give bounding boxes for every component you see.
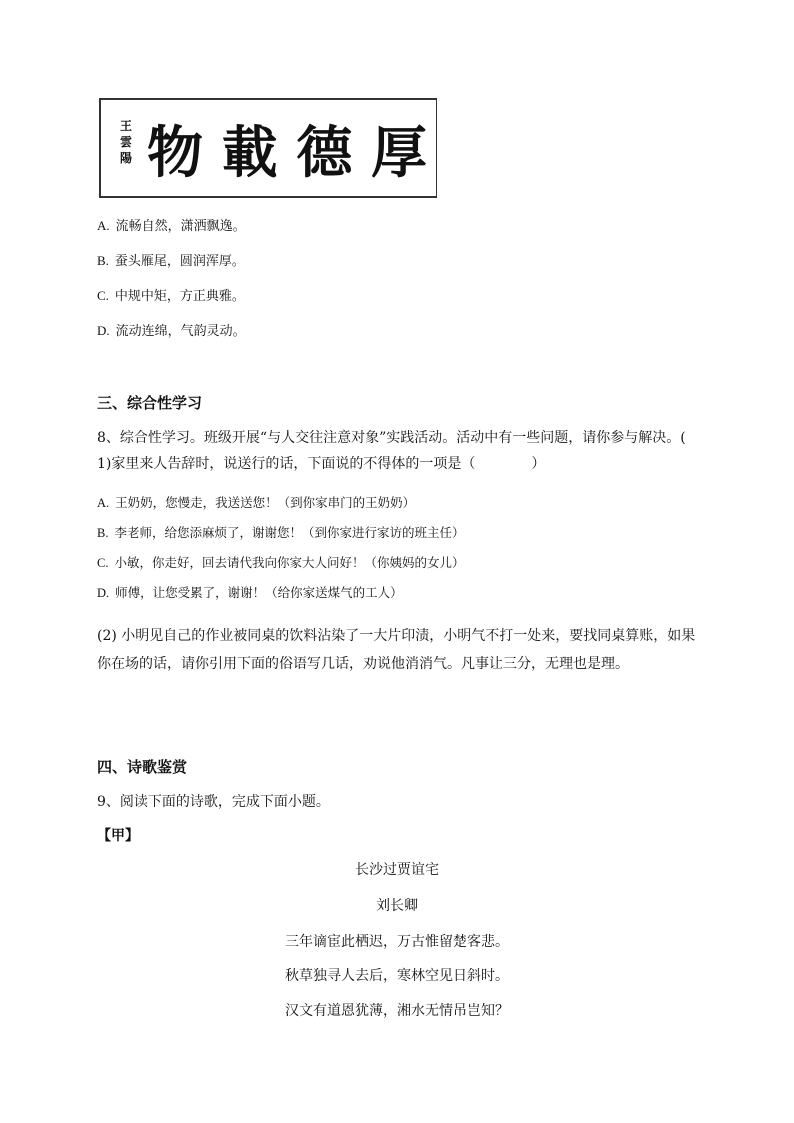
- calligraphy-characters: [147, 110, 429, 188]
- option-b: [97, 252, 245, 271]
- option-c: [97, 287, 245, 306]
- option-a: [97, 217, 246, 236]
- q8-stem-line2: 1)家里来人告辞时，说送行的话，下面说的不得体的一项是（ ）: [97, 456, 546, 472]
- calligraphy-seal: 王雲陽: [119, 119, 132, 165]
- poem-title: 长沙过贾谊宅: [355, 862, 439, 878]
- option-d: [97, 322, 246, 341]
- poem-label: 【甲】: [97, 828, 139, 844]
- option-text: 蚕头雁尾，圆润浑厚。: [114, 254, 245, 269]
- option-letter: D.: [97, 586, 110, 600]
- calligraphy-char: 載: [221, 120, 280, 186]
- q8-part2-line1: (2) 小明见自己的作业被同桌的饮料沾染了一大片印渍，小明气不打一处来，要找同桌算账，如果: [97, 628, 696, 644]
- option-letter: C.: [97, 288, 109, 303]
- q8-stem-line1: 8、综合性学习。班级开展“与人交往注意对象”实践活动。活动中有一些问题，请你参与解决。(: [97, 430, 686, 446]
- poem-line: 三年谪宦此栖迟，万古惟留楚客悲。: [285, 934, 509, 950]
- q8-option-a: [97, 494, 415, 512]
- calligraphy-char: 德: [296, 120, 355, 186]
- calligraphy-char: 厚: [370, 120, 429, 186]
- section-title-3: 三、综合性学习: [97, 394, 203, 412]
- option-letter: D.: [97, 323, 110, 338]
- q8-part2-line2: 你在场的话，请你引用下面的俗语写几话，劝说他消消气。凡事让三分，无理也是理。: [97, 656, 629, 672]
- section-title-4: 四、诗歌鉴赏: [97, 758, 188, 776]
- option-letter: C.: [97, 556, 109, 570]
- option-text: 李老师，给您添麻烦了，谢谢您！（到你家进行家访的班主任）: [114, 525, 465, 540]
- option-text: 中规中矩，方正典雅。: [114, 289, 245, 304]
- option-text: 流动连绵，气韵灵动。: [115, 324, 246, 339]
- option-text: 小敏，你走好，回去请代我向你家大人问好！（你姨妈的女儿）: [114, 555, 465, 570]
- poem-author: 刘长卿: [376, 898, 418, 914]
- option-letter: B.: [97, 526, 109, 540]
- q9-stem: 9、阅读下面的诗歌，完成下面小题。: [97, 794, 330, 810]
- option-text: 师傅，让您受累了，谢谢！（给你家送煤气的工人）: [115, 585, 403, 600]
- option-text: 王奶奶，您慢走，我送送您！（到你家串门的王奶奶）: [115, 495, 416, 510]
- poem-line: 秋草独寻人去后，寒林空见日斜时。: [285, 968, 509, 984]
- option-letter: A.: [97, 218, 110, 233]
- q8-option-c: [97, 554, 464, 572]
- poem-line: 汉文有道恩犹薄，湘水无情吊岂知？: [285, 1003, 509, 1019]
- calligraphy-char: 物: [147, 120, 205, 186]
- option-letter: B.: [97, 253, 109, 268]
- option-letter: A.: [97, 496, 110, 510]
- q8-option-b: [97, 524, 464, 542]
- option-text: 流畅自然，潇洒飘逸。: [115, 219, 246, 234]
- q8-option-d: [97, 584, 403, 602]
